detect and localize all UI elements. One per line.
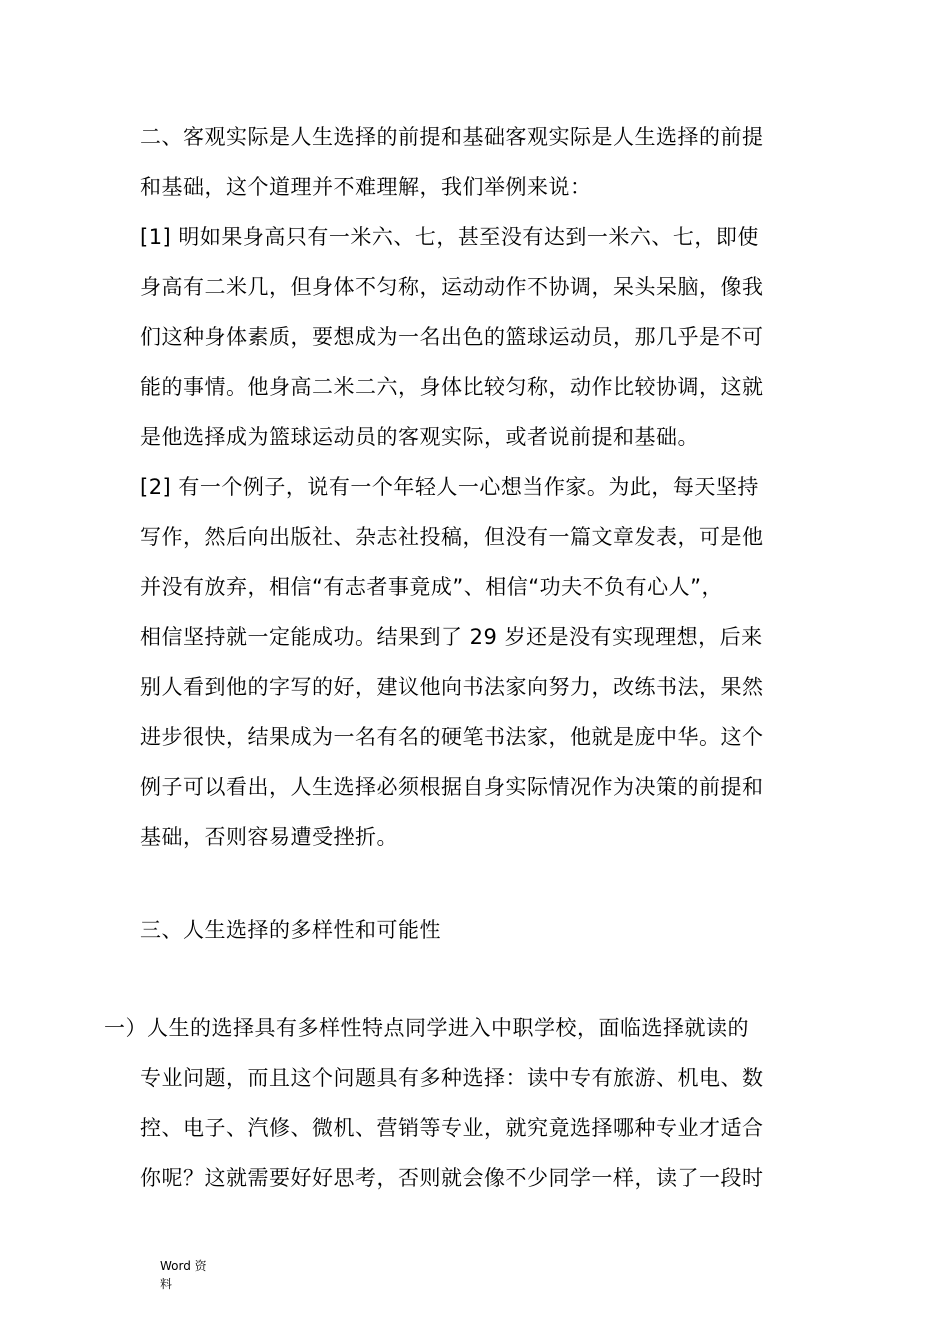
text-line: 相信坚持就一定能成功。结果到了 29 岁还是没有实现理想，后来 (140, 625, 763, 649)
text-line: 二、客观实际是人生选择的前提和基础客观实际是人生选择的前提 (140, 125, 764, 149)
text-line: 一）人生的选择具有多样性特点同学进入中职学校，面临选择就读的 (104, 1016, 749, 1040)
text-line: 写作，然后向出版社、杂志社投稿，但没有一篇文章发表，可是他 (140, 525, 764, 549)
text-line: 基础，否则容易遭受挫折。 (140, 825, 398, 849)
text-line: 并没有放弃，相信“有志者事竟成”、相信“功夫不负有心人”， (140, 575, 724, 599)
text-line: 别人看到他的字写的好，建议他向书法家向努力，改练书法，果然 (140, 675, 764, 699)
text-line: 你呢？这就需要好好思考，否则就会像不少同学一样，读了一段时 (140, 1166, 764, 1190)
text-line: [1] 明如果身高只有一米六、七，甚至没有达到一米六、七，即使 (140, 225, 759, 249)
text-line: 和基础，这个道理并不难理解，我们举例来说： (140, 175, 592, 199)
footer-label: Word 资 (160, 1259, 207, 1273)
text-line: 控、电子、汽修、微机、营销等专业，就究竟选择哪种专业才适合 (140, 1116, 764, 1140)
text-line: 是他选择成为篮球运动员的客观实际，或者说前提和基础。 (140, 425, 699, 449)
text-line: 们这种身体素质，要想成为一名出色的篮球运动员，那几乎是不可 (140, 325, 764, 349)
text-line: 能的事情。他身高二米二六，身体比较匀称，动作比较协调，这就 (140, 375, 764, 399)
section-heading: 三、人生选择的多样性和可能性 (140, 918, 441, 942)
text-line: 身高有二米几，但身体不匀称，运动动作不协调，呆头呆脑，像我 (140, 275, 764, 299)
footer-label: 料 (160, 1277, 173, 1291)
text-line: [2] 有一个例子，说有一个年轻人一心想当作家。为此，每天坚持 (140, 475, 759, 499)
text-line: 例子可以看出，人生选择必须根据自身实际情况作为决策的前提和 (140, 775, 764, 799)
text-line: 进步很快，结果成为一名有名的硬笔书法家，他就是庞中华。这个 (140, 725, 764, 749)
text-line: 专业问题，而且这个问题具有多种选择：读中专有旅游、机电、数 (140, 1066, 764, 1090)
